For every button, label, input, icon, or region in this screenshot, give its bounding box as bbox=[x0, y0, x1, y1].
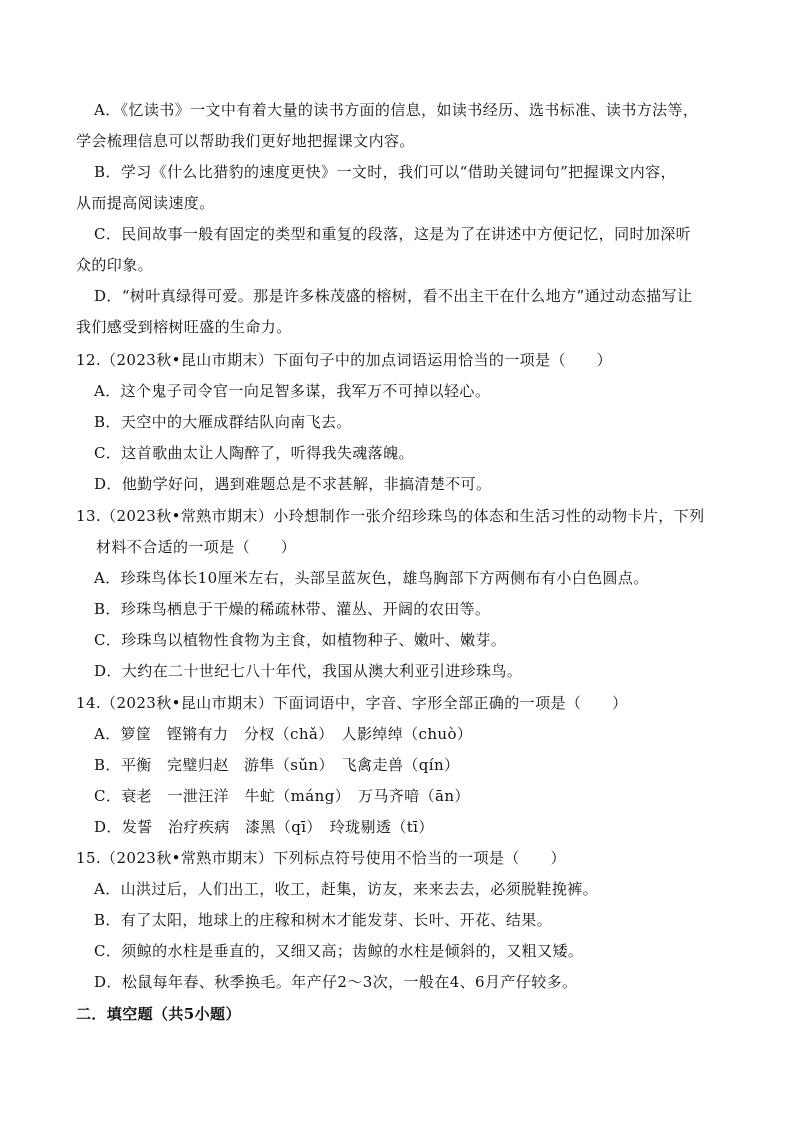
q12-option-a: A．这个鬼子司令官一向足智多谋，我军万不可掉以轻心。 bbox=[94, 382, 491, 400]
q14-stem: 14.（2023秋•昆山市期末）下面词语中，字音、字形全部正确的一项是（ ） bbox=[76, 694, 628, 712]
q12-stem: 12.（2023秋•昆山市期末）下面句子中的加点词语运用恰当的一项是（ ） bbox=[76, 351, 613, 369]
q13-option-b: B．珍珠鸟栖息于干燥的稀疏林带、灌丛、开阔的农田等。 bbox=[94, 600, 491, 618]
q13-stem-line2: 材料不合适的一项是（ ） bbox=[96, 538, 297, 556]
q15-option-c: C．须鲸的水柱是垂直的，又细又高；齿鲸的水柱是倾斜的，又粗又矮。 bbox=[94, 942, 584, 960]
q11-option-c-line1: C．民间故事一般有固定的类型和重复的段落，这是为了在讲述中方便记忆，同时加深听 bbox=[94, 225, 692, 243]
q15-option-a: A．山洪过后，人们出工，收工，赶集，访友，来来去去，必须脱鞋挽裤。 bbox=[94, 880, 599, 898]
q13-stem-line1: 13.（2023秋•常熟市期末）小玲想制作一张介绍珍珠鸟的体态和生活习性的动物卡片，下列 bbox=[76, 507, 705, 525]
q11-option-a-line2: 学会梳理信息可以帮助我们更好地把握课文内容。 bbox=[76, 132, 415, 150]
q11-option-d-line1: D．“树叶真绿得可爱。那是许多株茂盛的榕树，看不出主干在什么地方”通过动态描写让 bbox=[94, 287, 693, 305]
q13-option-c: C．珍珠鸟以植物性食物为主食，如植物种子、嫩叶、嫩芽。 bbox=[94, 631, 507, 649]
q12-option-b: B．天空中的大雁成群结队向南飞去。 bbox=[94, 413, 352, 431]
q12-option-d: D．他勤学好问，遇到难题总是不求甚解，非搞清楚不可。 bbox=[94, 475, 492, 493]
q11-option-d-line2: 我们感受到榕树旺盛的生命力。 bbox=[76, 318, 292, 336]
q13-option-d: D．大约在二十世纪七八十年代，我国从澳大利亚引进珍珠鸟。 bbox=[94, 662, 523, 680]
q11-option-a-line1: A．《忆读书》一文中有着大量的读书方面的信息，如读书经历、选书标准、读书方法等， bbox=[94, 101, 699, 119]
q13-option-a: A．珍珠鸟体长10厘米左右，头部呈蓝灰色，雄鸟胸部下方两侧布有小白色圆点。 bbox=[94, 569, 649, 587]
q11-option-c-line2: 众的印象。 bbox=[76, 256, 154, 274]
q15-option-b: B．有了太阳，地球上的庄稼和树木才能发芽、长叶、开花、结果。 bbox=[94, 911, 553, 929]
section-heading-fill-in-blank: 二．填空题（共5小题） bbox=[76, 1005, 241, 1023]
q14-option-a: A．箩筐 铿锵有力 分杈（chǎ） 人影绰绰（chuò） bbox=[94, 725, 473, 743]
q14-option-c: C．衰老 一泄汪洋 牛虻（máng） 万马齐喑（ān） bbox=[94, 787, 470, 805]
q14-option-b: B．平衡 完璧归赵 游隼（sǔn） 飞禽走兽（qín） bbox=[94, 756, 460, 774]
q15-stem: 15.（2023秋•常熟市期末）下列标点符号使用不恰当的一项是（ ） bbox=[76, 849, 566, 867]
q14-option-d: D．发誓 治疗疾病 漆黑（qī） 玲珑剔透（tī） bbox=[94, 818, 434, 836]
q12-option-c: C．这首歌曲太让人陶醉了，听得我失魂落魄。 bbox=[94, 444, 414, 462]
q11-option-b-line2: 从而提高阅读速度。 bbox=[76, 194, 215, 212]
q11-option-b-line1: B．学习《什么比猎豹的速度更快》一文时，我们可以“借助关键词句”把握课文内容， bbox=[94, 163, 676, 181]
q15-option-d: D．松鼠每年春、秋季换毛。年产仔2～3次，一般在4、6月产仔较多。 bbox=[94, 973, 578, 991]
